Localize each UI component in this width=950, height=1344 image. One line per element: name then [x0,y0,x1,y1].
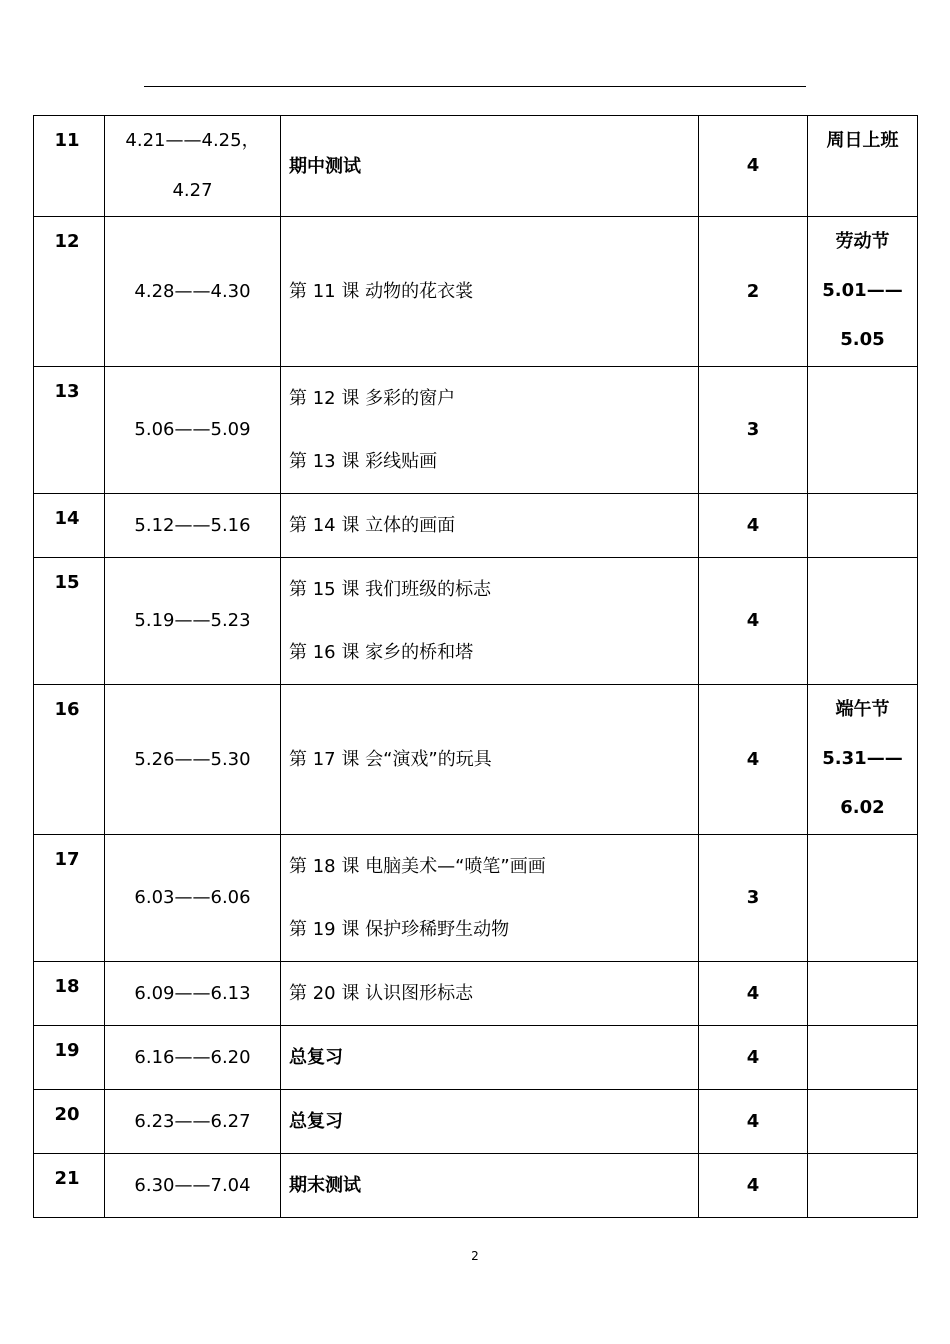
date-range: 4.28——4.30 [134,280,251,302]
notes-cell [808,217,918,367]
notes-cell [808,116,918,217]
date-range-cell [105,962,281,1026]
date-range: 6.16——6.20 [134,1046,251,1068]
table-row [34,685,918,835]
date-range-cell [105,1154,281,1218]
date-range-cell [105,217,281,367]
date-range: 5.12——5.16 [134,514,251,536]
lesson-title: 总复习 [289,1111,343,1132]
holiday-note: 5.31—— [822,748,903,769]
date-range-cell [105,558,281,685]
date-range: 4.21——4.25， [125,130,260,151]
notes-cell [808,1026,918,1090]
lesson-cell [281,685,699,835]
table-row [34,494,918,558]
page-number: 2 [471,1249,479,1263]
week-number: 11 [34,116,105,217]
week-number: 20 [34,1090,105,1154]
holiday-note: 周日上班 [826,130,899,151]
week-number: 12 [34,217,105,367]
week-number: 14 [34,494,105,558]
table-row [34,217,918,367]
table-row [34,962,918,1026]
date-range: 6.30——7.04 [134,1174,251,1196]
lesson-title: 第 13 课 彩线贴画 [289,451,438,472]
notes-cell [808,1090,918,1154]
holiday-note: 劳动节 [835,231,890,252]
table-row [34,1090,918,1154]
table-row [34,835,918,962]
lesson-hours: 4 [699,116,808,217]
notes-cell [808,367,918,494]
lesson-hours: 4 [699,494,808,558]
table-row [34,116,918,217]
date-range: 6.23——6.27 [134,1110,251,1132]
table-row [34,1154,918,1218]
date-range-cell [105,116,281,217]
lesson-hours: 4 [699,1026,808,1090]
lesson-title: 第 20 课 认识图形标志 [289,983,474,1004]
week-number: 13 [34,367,105,494]
holiday-note: 端午节 [835,699,890,720]
lesson-title: 第 17 课 会“演戏”的玩具 [289,749,492,770]
date-range: 6.03——6.06 [134,887,251,908]
lesson-cell [281,558,699,685]
notes-cell [808,1154,918,1218]
lesson-hours: 2 [699,217,808,367]
schedule-table [33,115,918,1218]
notes-cell [808,494,918,558]
lesson-hours: 4 [699,962,808,1026]
lesson-title: 第 12 课 多彩的窗户 [289,388,456,409]
date-range: 5.19——5.23 [134,610,251,631]
holiday-note: 5.01—— [822,280,903,301]
lesson-cell [281,494,699,558]
lesson-cell [281,1090,699,1154]
lesson-title: 第 11 课 动物的花衣裳 [289,281,474,302]
notes-cell [808,685,918,835]
lesson-title: 期中测试 [289,155,361,177]
date-range-cell [105,1026,281,1090]
holiday-note: 5.05 [840,329,885,350]
lesson-hours: 4 [699,1090,808,1154]
date-range: 5.26——5.30 [134,748,251,770]
lesson-cell [281,116,699,217]
lesson-hours: 3 [699,835,808,962]
date-range: 4.27 [172,180,213,201]
date-range-cell [105,1090,281,1154]
lesson-hours: 4 [699,1154,808,1218]
lesson-title: 期末测试 [289,1175,361,1196]
lesson-title: 第 18 课 电脑美术—“喷笔”画画 [289,856,546,877]
date-range-cell [105,835,281,962]
holiday-note: 6.02 [840,797,885,818]
date-range-cell [105,367,281,494]
date-range: 6.09——6.13 [134,982,251,1004]
week-number: 21 [34,1154,105,1218]
week-number: 17 [34,835,105,962]
table-row [34,367,918,494]
notes-cell [808,835,918,962]
week-number: 19 [34,1026,105,1090]
week-number: 15 [34,558,105,685]
lesson-cell [281,1154,699,1218]
table-row [34,558,918,685]
notes-cell [808,558,918,685]
lesson-title: 第 15 课 我们班级的标志 [289,579,492,600]
lesson-title: 第 16 课 家乡的桥和塔 [289,642,474,663]
lesson-hours: 4 [699,685,808,835]
header-rule [144,86,806,87]
lesson-cell [281,217,699,367]
lesson-cell [281,367,699,494]
date-range-cell [105,685,281,835]
lesson-cell [281,962,699,1026]
lesson-title: 第 19 课 保护珍稀野生动物 [289,919,510,940]
lesson-hours: 3 [699,367,808,494]
week-number: 16 [34,685,105,835]
schedule-body [34,116,918,1218]
date-range: 5.06——5.09 [134,419,251,440]
week-number: 18 [34,962,105,1026]
table-row [34,1026,918,1090]
lesson-title: 总复习 [289,1047,343,1068]
date-range-cell [105,494,281,558]
lesson-cell [281,835,699,962]
lesson-title: 第 14 课 立体的画面 [289,515,456,536]
lesson-hours: 4 [699,558,808,685]
lesson-cell [281,1026,699,1090]
notes-cell [808,962,918,1026]
